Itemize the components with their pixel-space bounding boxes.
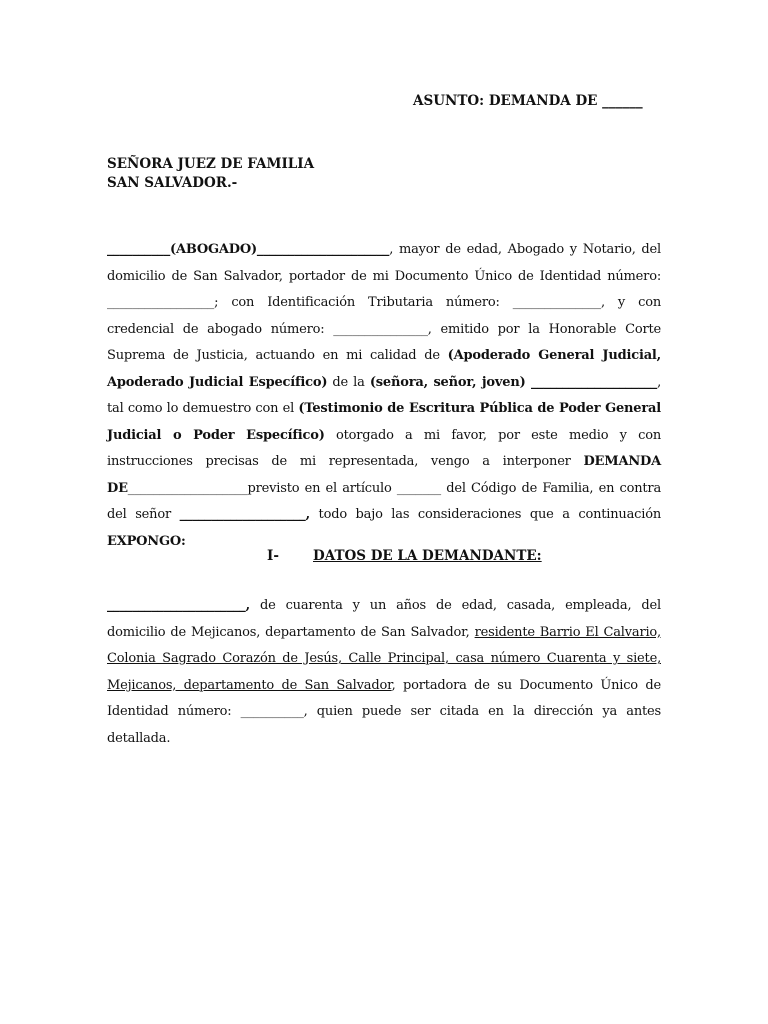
lawyer-details-text: , mayor de edad, Abogado y Notario, del domicilio de San Salvador, portador de mi Documento Único de Identidad número: _________________; con Identificación Tributaria número: ______________, y con credencial de abogado número: _______________, emitido por la Honorable Corte Suprema de Justicia, actuando en mi calidad de [107, 242, 661, 363]
connector-text: de la [327, 374, 370, 390]
subject-line: ASUNTO: DEMANDA DE ______ [413, 93, 643, 109]
section-number: I- [267, 548, 279, 564]
demand-type-blank: ___________________ [127, 480, 248, 496]
mandate-text: otorgado a mi favor, por este medio y con instrucciones precisas de mi representada, vengo a interponer [107, 427, 661, 469]
demand-type-label: DEMANDA DE [107, 454, 661, 496]
addressee-line-1: SEÑORA JUEZ DE FAMILIA [107, 156, 315, 172]
defendant-name-blank: ____________________, [179, 507, 310, 522]
lawyer-paragraph [107, 237, 661, 555]
plaintiff-paragraph [107, 593, 661, 752]
plaintiff-id-text: , portadora de su Documento Único de Identidad número: __________, quien puede ser citada en la dirección ya antes detallada. [107, 677, 661, 746]
lawyer-name-blank: __________(ABOGADO)_____________________ [107, 242, 390, 257]
power-of-attorney-document: (Testimonio de Escritura Pública de Poder General Judicial o Poder Específico) [107, 401, 661, 443]
expongo-label: EXPONGO: [107, 533, 186, 549]
section-title: DATOS DE LA DEMANDANTE: [313, 548, 542, 564]
plaintiff-name-blank: ______________________, [107, 598, 250, 613]
legal-basis-text: previsto en el artículo _______ del Código de Familia, en contra del señor [107, 480, 661, 522]
client-name-blank: (señora, señor, joven) ____________________ [369, 374, 658, 390]
considerations-text: todo bajo las consideraciones que a continuación [309, 507, 661, 522]
plaintiff-details-text: de cuarenta y un años de edad, casada, empleada, del domicilio de Mejicanos, departamento de San Salvador, [107, 598, 661, 640]
plaintiff-address: residente Barrio El Calvario, Colonia Sagrado Corazón de Jesús, Calle Principal, casa número Cuarenta y siete, Mejicanos, departamento de San Salvador [107, 624, 661, 693]
proof-text: , tal como lo demuestro con el [107, 374, 661, 416]
addressee-block [107, 155, 314, 193]
addressee-line-2: SAN SALVADOR.- [107, 175, 238, 191]
representation-type: (Apoderado General Judicial, Apoderado Judicial Específico) [107, 348, 661, 390]
